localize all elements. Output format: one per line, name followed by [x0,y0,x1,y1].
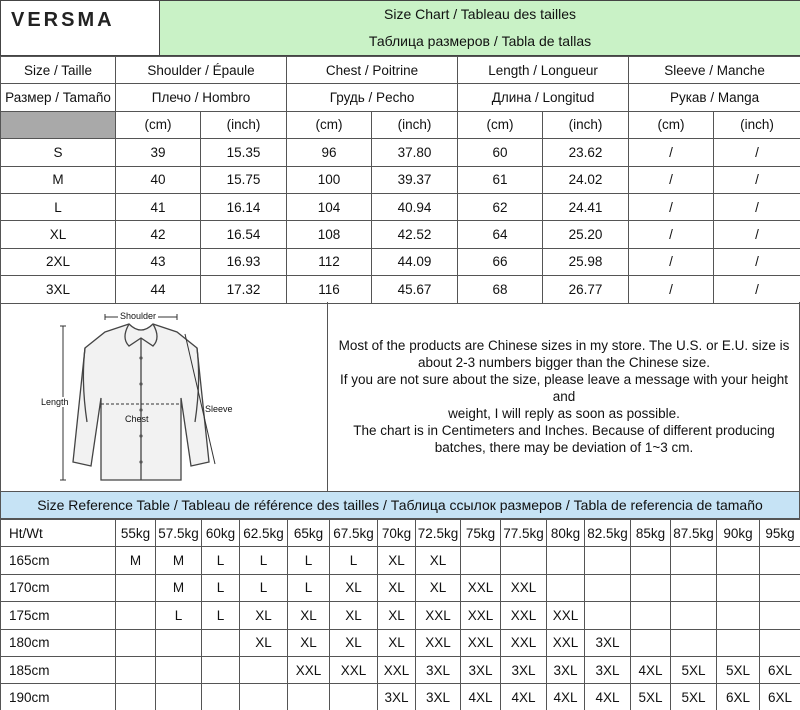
size-recommendation-cell: XL [378,547,416,574]
size-recommendation-cell: L [202,547,240,574]
size-recommendation-cell: 5XL [671,656,717,683]
size-recommendation-cell: XXL [416,602,461,629]
size-recommendation-cell [585,547,631,574]
measurement-cell: / [714,276,800,303]
size-recommendation-cell [585,602,631,629]
size-recommendation-cell [501,547,547,574]
unit-cm: (cm) [116,111,201,138]
size-recommendation-cell: L [156,602,202,629]
size-recommendation-cell: 3XL [547,656,585,683]
size-recommendation-cell [631,602,671,629]
size-recommendation-cell [631,574,671,601]
size-recommendation-cell: XL [378,602,416,629]
size-recommendation-cell: XL [416,547,461,574]
length-header-alt: Длина / Longitud [458,84,629,111]
size-label: Size / Taille [1,57,116,84]
size-recommendation-cell: XXL [461,574,501,601]
unit-corner [1,111,116,138]
measurement-cell: / [629,193,714,220]
measurement-cell: 39.37 [372,166,458,193]
weight-header-row [1,520,800,547]
height-row [1,684,800,710]
header-row-1 [1,57,800,84]
measurement-cell: 96 [287,139,372,166]
measurement-cell: 42.52 [372,221,458,248]
weight-header: 72.5kg [416,520,461,547]
size-recommendation-cell: XXL [461,629,501,656]
size-recommendation-cell [585,574,631,601]
weight-header: 90kg [717,520,760,547]
measurement-diagram [1,302,328,491]
weight-header: 77.5kg [501,520,547,547]
measurement-cell: / [714,139,800,166]
measurement-cell: 16.14 [201,193,287,220]
weight-header: 62.5kg [240,520,288,547]
size-recommendation-cell: XL [240,602,288,629]
size-recommendation-cell: 5XL [671,684,717,710]
measurement-cell: 112 [287,248,372,275]
measurement-cell: 68 [458,276,543,303]
size-recommendation-cell: 3XL [416,656,461,683]
size-recommendation-cell [116,684,156,710]
unit-inch: (inch) [201,111,287,138]
size-recommendation-cell [330,684,378,710]
size-cell: L [1,193,116,220]
measurement-cell: 24.41 [543,193,629,220]
measurement-cell: 37.80 [372,139,458,166]
measurement-cell: 100 [287,166,372,193]
measurement-cell: 45.67 [372,276,458,303]
measurement-cell: 15.75 [201,166,287,193]
size-recommendation-cell [717,574,760,601]
measurement-cell: 25.20 [543,221,629,248]
measurement-cell: / [629,139,714,166]
size-recommendation-cell: L [330,547,378,574]
height-cell: 175cm [1,602,116,629]
note-line: about 2-3 numbers bigger than the Chinese size. [418,355,710,370]
measurement-cell: 116 [287,276,372,303]
size-recommendation-cell [156,684,202,710]
size-cell: 2XL [1,248,116,275]
size-recommendation-cell [547,547,585,574]
size-row [1,193,800,220]
shoulder-header: Shoulder / Épaule [116,57,287,84]
size-recommendation-cell: XL [378,574,416,601]
measurement-cell: 39 [116,139,201,166]
size-recommendation-cell: XXL [378,656,416,683]
size-recommendation-cell [717,602,760,629]
size-recommendation-cell: XL [416,574,461,601]
info-row [0,302,800,492]
unit-row [1,111,800,138]
weight-header: 57.5kg [156,520,202,547]
height-row [1,602,800,629]
shoulder-header-alt: Плечо / Hombro [116,84,287,111]
unit-cm: (cm) [287,111,372,138]
height-row [1,547,800,574]
size-recommendation-cell: L [202,574,240,601]
measurement-cell: 16.54 [201,221,287,248]
height-row [1,574,800,601]
weight-header: 75kg [461,520,501,547]
weight-header: 67.5kg [330,520,378,547]
measurement-cell: 44 [116,276,201,303]
measurement-cell: / [714,166,800,193]
unit-cm: (cm) [629,111,714,138]
size-recommendation-cell: XL [330,574,378,601]
measurement-cell: 60 [458,139,543,166]
measurement-cell: / [714,248,800,275]
note-line: Most of the products are Chinese sizes in my store. The U.S. or E.U. size is [338,338,790,353]
size-row [1,139,800,166]
title-line-1: Size Chart / Tableau des tailles [384,6,576,22]
reference-rows [1,520,800,710]
size-row [1,276,800,303]
size-recommendation-cell: 6XL [760,656,800,683]
size-recommendation-cell: XL [288,629,330,656]
size-row [1,166,800,193]
size-recommendation-cell: XXL [501,602,547,629]
sleeve-label: Sleeve [205,404,233,414]
size-recommendation-cell: XL [378,629,416,656]
size-recommendation-cell: L [288,547,330,574]
size-recommendation-cell: M [116,547,156,574]
title-block [159,1,800,55]
size-recommendation-cell: 3XL [585,656,631,683]
measurement-cell: 17.32 [201,276,287,303]
measurement-cell: / [629,221,714,248]
size-recommendation-cell [671,547,717,574]
size-recommendation-cell: 3XL [378,684,416,710]
size-recommendation-cell [760,574,800,601]
size-recommendation-cell: XXL [547,629,585,656]
measurement-cell: 40 [116,166,201,193]
size-recommendation-cell [671,602,717,629]
length-header: Length / Longueur [458,57,629,84]
weight-header: 82.5kg [585,520,631,547]
size-recommendation-cell: 5XL [631,684,671,710]
weight-header: 55kg [116,520,156,547]
size-recommendation-cell: XXL [547,602,585,629]
note-line: batches, there may be deviation of 1~3 cm. [434,440,694,455]
size-recommendation-cell: 4XL [501,684,547,710]
size-recommendation-cell [116,656,156,683]
size-recommendation-cell [240,684,288,710]
length-label: Length [41,397,69,407]
measurement-cell: 26.77 [543,276,629,303]
measurement-cell: 61 [458,166,543,193]
size-recommendation-cell [717,629,760,656]
note-text [328,337,800,456]
measurement-cell: 64 [458,221,543,248]
height-cell: 165cm [1,547,116,574]
size-recommendation-cell: XXL [330,656,378,683]
measurement-cell: 62 [458,193,543,220]
unit-inch: (inch) [372,111,458,138]
size-recommendation-cell [461,547,501,574]
weight-header: 80kg [547,520,585,547]
title-line-2: Таблица размеров / Tabla de tallas [368,33,592,49]
size-recommendation-cell [717,547,760,574]
size-recommendation-cell [671,629,717,656]
size-recommendation-cell: XXL [501,629,547,656]
size-recommendation-cell: L [202,602,240,629]
sleeve-header: Sleeve / Manche [629,57,800,84]
size-recommendation-cell [116,629,156,656]
size-recommendation-cell: L [288,574,330,601]
weight-header: 85kg [631,520,671,547]
size-rows [1,139,800,303]
size-recommendation-cell: 3XL [585,629,631,656]
size-recommendation-cell: XXL [416,629,461,656]
measurement-cell: 42 [116,221,201,248]
reference-table [0,519,800,710]
measurement-cell: 43 [116,248,201,275]
size-recommendation-cell [547,574,585,601]
size-recommendation-cell: 6XL [717,684,760,710]
size-recommendation-cell: M [156,574,202,601]
size-cell: 3XL [1,276,116,303]
reference-title: Size Reference Table / Tableau de référence des tailles / Таблица ссылок размеров / Tabla de referencia de tamaño [0,491,800,519]
size-label-alt: Размер / Tamaño [1,84,116,111]
size-recommendation-cell: 4XL [461,684,501,710]
size-recommendation-cell [631,547,671,574]
size-recommendation-cell [760,602,800,629]
size-recommendation-cell [671,574,717,601]
size-recommendation-cell [288,684,330,710]
size-recommendation-cell [156,656,202,683]
weight-header: 65kg [288,520,330,547]
measurement-cell: 40.94 [372,193,458,220]
shoulder-label: Shoulder [120,311,157,321]
measurement-cell: 24.02 [543,166,629,193]
note-line: weight, I will reply as soon as possible. [448,406,680,421]
unit-inch: (inch) [714,111,800,138]
weight-header: 87.5kg [671,520,717,547]
measurement-cell: 108 [287,221,372,248]
size-recommendation-cell: XL [240,629,288,656]
size-recommendation-cell [760,629,800,656]
size-recommendation-cell: 3XL [501,656,547,683]
weight-header: 70kg [378,520,416,547]
measurement-cell: 41 [116,193,201,220]
size-recommendation-cell: XXL [288,656,330,683]
size-row [1,248,800,275]
height-cell: 170cm [1,574,116,601]
measurement-cell: 104 [287,193,372,220]
height-row [1,656,800,683]
unit-inch: (inch) [543,111,629,138]
header-row-2 [1,84,800,111]
chest-header: Chest / Poitrine [287,57,458,84]
size-recommendation-cell: XL [330,602,378,629]
size-recommendation-cell [760,547,800,574]
note-line: The chart is in Centimeters and Inches. Because of different producing [353,423,775,438]
header [0,0,800,56]
size-recommendation-cell [116,602,156,629]
measurement-cell: / [629,166,714,193]
size-recommendation-cell: 6XL [760,684,800,710]
size-recommendation-cell [240,656,288,683]
measurement-cell: 44.09 [372,248,458,275]
weight-header: 95kg [760,520,800,547]
weight-header: 60kg [202,520,240,547]
size-chart-table [0,56,800,304]
chest-header-alt: Грудь / Pecho [287,84,458,111]
size-recommendation-cell: M [156,547,202,574]
measurement-cell: / [629,276,714,303]
size-recommendation-cell [156,629,202,656]
size-note [328,302,800,491]
height-cell: 190cm [1,684,116,710]
height-row [1,629,800,656]
size-recommendation-cell [202,629,240,656]
size-cell: S [1,139,116,166]
note-line: If you are not sure about the size, please leave a message with your height and [339,372,789,404]
brand-logo: VERSMA [11,9,115,31]
size-recommendation-cell [631,629,671,656]
sleeve-header-alt: Рукав / Manga [629,84,800,111]
measurement-cell: 25.98 [543,248,629,275]
measurement-cell: 15.35 [201,139,287,166]
size-recommendation-cell: L [240,547,288,574]
height-cell: 180cm [1,629,116,656]
unit-cm: (cm) [458,111,543,138]
size-recommendation-cell: 3XL [416,684,461,710]
size-recommendation-cell: 4XL [547,684,585,710]
ht-wt-corner: Ht/Wt [1,520,116,547]
size-recommendation-cell: 3XL [461,656,501,683]
size-row [1,221,800,248]
size-recommendation-cell [202,656,240,683]
measurement-cell: / [714,221,800,248]
chest-label: Chest [125,414,149,424]
size-cell: XL [1,221,116,248]
size-recommendation-cell [116,574,156,601]
size-recommendation-cell: 5XL [717,656,760,683]
measurement-cell: 66 [458,248,543,275]
size-recommendation-cell [202,684,240,710]
size-recommendation-cell: L [240,574,288,601]
size-recommendation-cell: 4XL [585,684,631,710]
measurement-cell: 23.62 [543,139,629,166]
size-recommendation-cell: XXL [461,602,501,629]
size-cell: M [1,166,116,193]
size-recommendation-cell: XL [330,629,378,656]
height-cell: 185cm [1,656,116,683]
measurement-cell: / [629,248,714,275]
size-recommendation-cell: XXL [501,574,547,601]
size-recommendation-cell: 4XL [631,656,671,683]
measurement-cell: 16.93 [201,248,287,275]
size-recommendation-cell: XL [288,602,330,629]
measurement-cell: / [714,193,800,220]
